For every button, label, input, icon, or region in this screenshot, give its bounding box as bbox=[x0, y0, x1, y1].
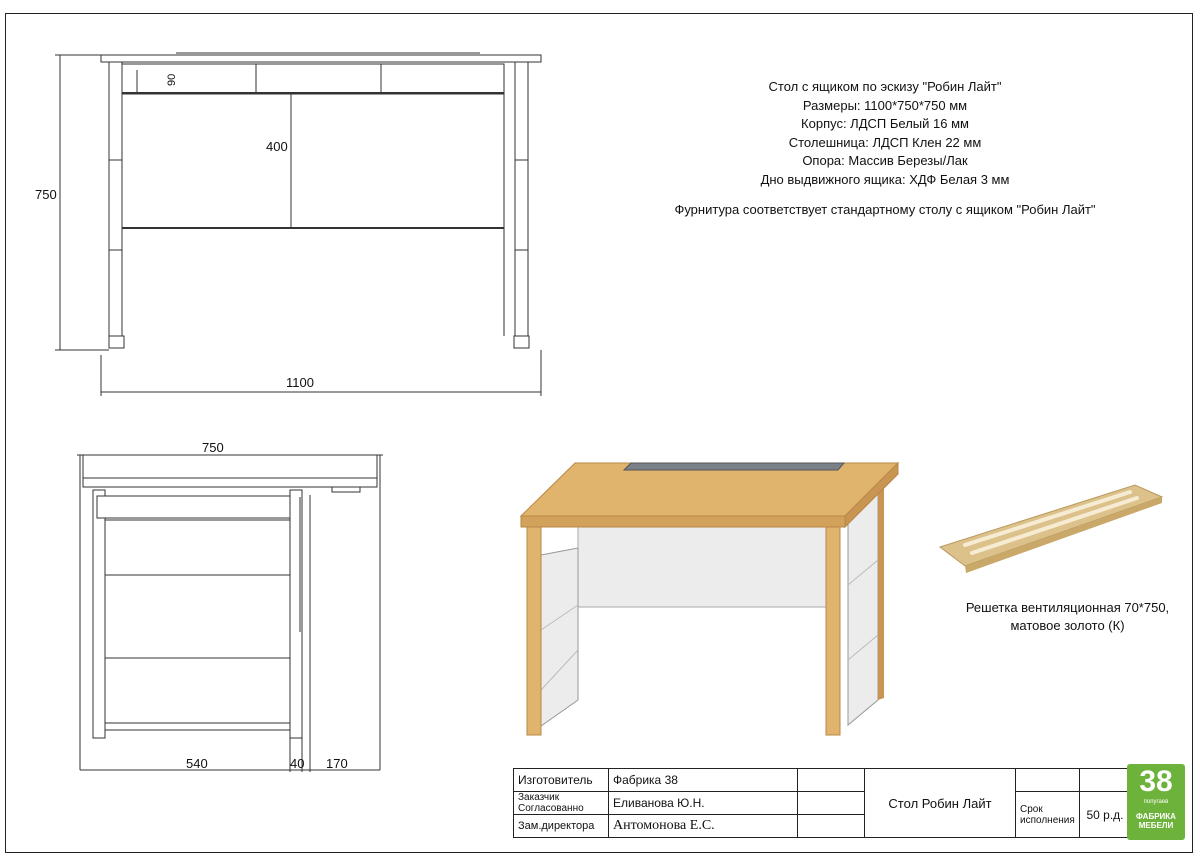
logo-brand: МЕБЕЛИ bbox=[1138, 821, 1174, 830]
customer-agreed-cell bbox=[514, 792, 609, 815]
customer-label: Заказчик bbox=[518, 792, 560, 803]
table-isometric-render bbox=[521, 463, 898, 735]
spec-line: Размеры: 1100*750*750 мм bbox=[802, 97, 968, 113]
maker-label: Изготовитель bbox=[514, 769, 609, 792]
agreed-value: Еливанова Ю.Н. bbox=[609, 792, 798, 815]
agreed-label: Согласованно bbox=[518, 803, 584, 814]
side-540-dim: 540 bbox=[186, 756, 208, 771]
side-40-dim: 40 bbox=[290, 756, 305, 771]
term-label: Срок bbox=[1020, 803, 1043, 815]
factory-logo bbox=[1127, 764, 1185, 840]
logo-sub: попугаев bbox=[1143, 799, 1169, 805]
front-height-dim: 750 bbox=[35, 187, 57, 202]
front-inner-dim: 400 bbox=[266, 139, 288, 154]
spec-line: Дно выдвижного ящика: ХДФ Белая 3 мм bbox=[760, 171, 1010, 187]
term-label: исполнения bbox=[1020, 814, 1075, 826]
fittings-note: Фурнитура соответствует стандартному столу с ящиком "Робин Лайт" bbox=[674, 202, 1096, 217]
term-value: 50 р.д. bbox=[1080, 792, 1131, 838]
side-depth-dim: 750 bbox=[202, 440, 224, 455]
product-name: Стол Робин Лайт bbox=[865, 769, 1016, 838]
front-width-dim: 1100 bbox=[286, 375, 314, 390]
spec-line: Корпус: ЛДСП Белый 16 мм bbox=[801, 116, 969, 131]
vent-caption-line: матовое золото (К) bbox=[1010, 618, 1125, 633]
vent-caption-line: Решетка вентиляционная 70*750, bbox=[965, 600, 1170, 615]
vent-grille-render bbox=[940, 485, 1162, 573]
spec-line: Столешница: ЛДСП Клен 22 мм bbox=[788, 134, 982, 150]
side-170-dim: 170 bbox=[326, 756, 348, 771]
front-view bbox=[55, 53, 541, 396]
spec-line: Стол с ящиком по эскизу "Робин Лайт" bbox=[768, 79, 1002, 94]
spec-line: Опора: Массив Березы/Лак bbox=[802, 153, 968, 168]
deputy-value: Антомонова Е.С. bbox=[609, 815, 798, 838]
deputy-label: Зам.директора bbox=[514, 815, 609, 838]
term-label-cell bbox=[1016, 792, 1080, 838]
title-block bbox=[513, 768, 1131, 838]
vent-caption bbox=[935, 599, 1200, 635]
maker-value: Фабрика 38 bbox=[609, 769, 798, 792]
logo-number: 38 bbox=[1139, 765, 1173, 798]
specification-block bbox=[600, 78, 1170, 220]
logo-brand: ФАБРИКА bbox=[1136, 812, 1176, 821]
side-view bbox=[77, 455, 383, 772]
front-drawer-dim: 90 bbox=[166, 73, 178, 86]
